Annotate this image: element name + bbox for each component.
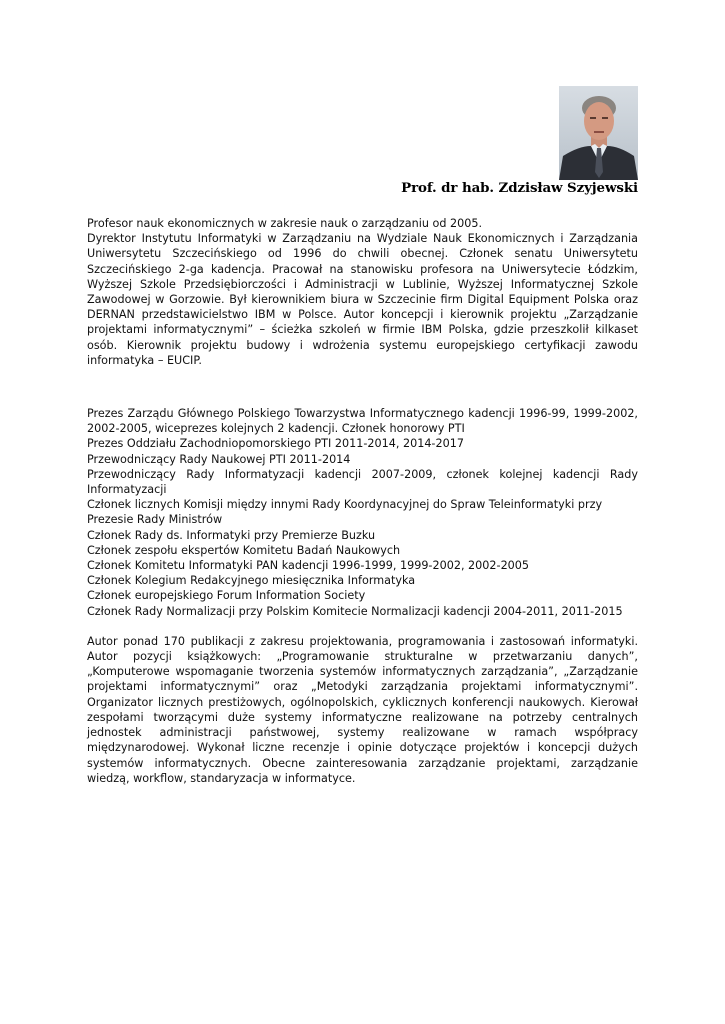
role-line: Członek Kolegium Redakcyjnego miesięcznika Informatyka <box>87 574 416 588</box>
role-line: Członek licznych Komisji między innymi Rady Koordynacyjnej do Spraw Teleinformatyki przy Prezesie Rady Ministrów <box>87 498 603 527</box>
role-line: Przewodniczący Rady Naukowej PTI 2011-2014 <box>87 452 351 466</box>
portrait-photo <box>559 86 638 180</box>
portrait-icon <box>559 86 638 180</box>
biography <box>87 216 638 786</box>
role-line: Członek europejskiego Forum Information Society <box>87 589 366 603</box>
role-line: Przewodniczący Rady Informatyzacji kadencji 2007-2009, członek kolejnej kadencji Rady Informatyzacji <box>87 467 638 497</box>
role-line: Członek Rady ds. Informatyki przy Premierze Buzku <box>87 528 376 542</box>
person-name: Prof. dr hab. Zdzisław Szyjewski <box>401 180 638 196</box>
spacer <box>87 368 638 406</box>
spacer <box>87 619 638 634</box>
role-line: Prezes Oddziału Zachodniopomorskiego PTI 2011-2014, 2014-2017 <box>87 437 464 451</box>
role-line: Członek Komitetu Informatyki PAN kadencji 1996-1999, 1999-2002, 2002-2005 <box>87 559 530 573</box>
publications-paragraph: Autor ponad 170 publikacji z zakresu projektowania, programowania i zastosowań informatyki. Autor pozycji książkowych: „Programowanie strukturalne w przetwarzaniu danych”, „Komputerowe wspomaganie tworzenia systemów informatycznych zarządzania”, „Zarządzanie projektami informatycznymi” oraz „Metodyki zarządzania projektami informatycznymi”. Organizator licznych prestiżowych, ogólnopolskich, cyklicznych konferencji naukowych. Kierował zespołami tworzącymi duże systemy informatyczne realizowane na potrzeby centralnych jednostek administracji państwowej, systemy realizowane w ramach współpracy międzynarodowej. Wykonał liczne recenzje i opinie dotyczące projektów i koncepcji dużych systemów informatycznych. Obecne zainteresowania zarządzanie projektami, zarządzanie wiedzą, workflow, standaryzacja w informatyce. <box>87 634 638 785</box>
bio-paragraph: Dyrektor Instytutu Informatyki w Zarządzaniu na Wydziale Nauk Ekonomicznych i Zarządzania Uniwersytetu Szczecińskiego od 1996 do chwili obecnej. Członek senatu Uniwersytetu Szczecińskiego 2-ga kadencja. Pracował na stanowisku profesora na Uniwersytecie Łódzkim, Wyższej Szkole Przedsiębiorczości i Administracji w Lublinie, Wyższej Informatycznej Szkole Zawodowej w Gorzowie. Był kierownikiem biura w Szczecinie firm Digital Equipment Polska oraz DERNAN przedstawicielstwo IBM w Polsce. Autor koncepcji i kierownik projektu „Zarządzanie projektami informatycznymi” – ścieżka szkoleń w firmie IBM Polska, gdzie przeszkolił kilkaset osób. Kierownik projektu budowy i wdrożenia systemu europejskiego certyfikacji zawodu informatyka – EUCIP. <box>87 232 638 367</box>
bio-paragraph: Profesor nauk ekonomicznych w zakresie nauk o zarządzaniu od 2005. <box>87 217 483 230</box>
role-line: Prezes Zarządu Głównego Polskiego Towarzystwa Informatycznego kadencji 1996-99, 1999-2002, 2002-2005, wiceprezes kolejnych 2 kadencji. Członek honorowy PTI <box>87 407 638 436</box>
role-line: Członek zespołu ekspertów Komitetu Badań Naukowych <box>87 543 401 557</box>
role-line: Członek Rady Normalizacji przy Polskim Komitecie Normalizacji kadencji 2004-2011, 2011-2015 <box>87 604 623 618</box>
